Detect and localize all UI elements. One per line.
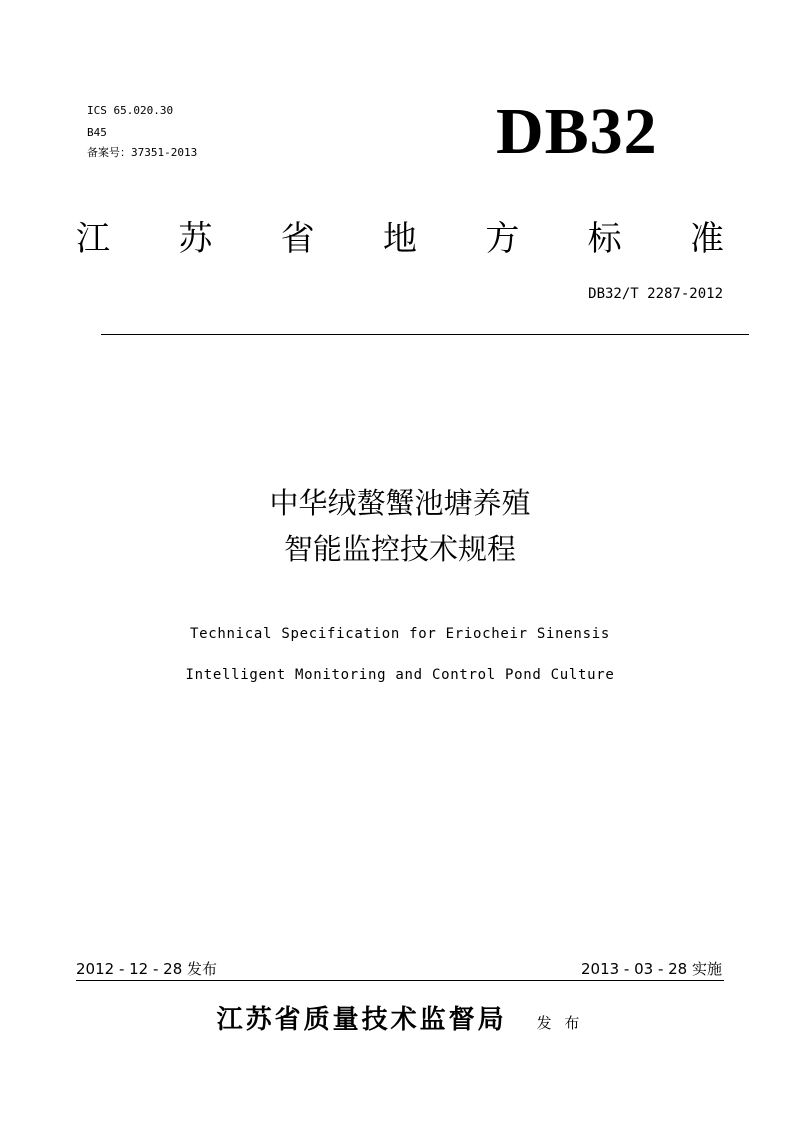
title-en-line-2: Intelligent Monitoring and Control Pond Culture	[185, 667, 615, 683]
standard-type-char: 方	[485, 219, 520, 259]
implementation-date: 2013 - 03 - 28 实施	[580, 960, 722, 978]
db-logo: DB32	[496, 95, 658, 168]
classification-code: B45	[87, 126, 107, 139]
standard-type-char: 地	[382, 219, 417, 259]
standard-type-char: 江	[76, 219, 110, 259]
title-cn-line-1: 中华绒螯蟹池塘养殖	[269, 486, 531, 520]
title-cn-line-2: 智能监控技术规程	[283, 532, 516, 566]
filing-number: 备案号：37351-2013	[87, 146, 198, 159]
title-en-line-1: Technical Specification for Eriocheir Sinensis	[190, 626, 610, 642]
standard-code: DB32/T 2287-2012	[588, 286, 723, 302]
footer-divider	[76, 980, 724, 981]
header-divider	[101, 334, 749, 335]
issuer-name: 江苏省质量技术监督局	[216, 1005, 507, 1035]
standard-type-char: 准	[689, 219, 724, 259]
issuer-line	[0, 1003, 800, 1037]
standard-type	[76, 218, 724, 260]
ics-code: ICS 65.020.30	[87, 104, 174, 117]
standard-type-char: 标	[587, 219, 622, 259]
issue-date: 2012 - 12 - 28 发布	[76, 960, 218, 978]
standard-type-char: 省	[280, 219, 315, 259]
issuer-suffix: 发 布	[536, 1014, 584, 1032]
standard-type-char: 苏	[178, 219, 213, 259]
